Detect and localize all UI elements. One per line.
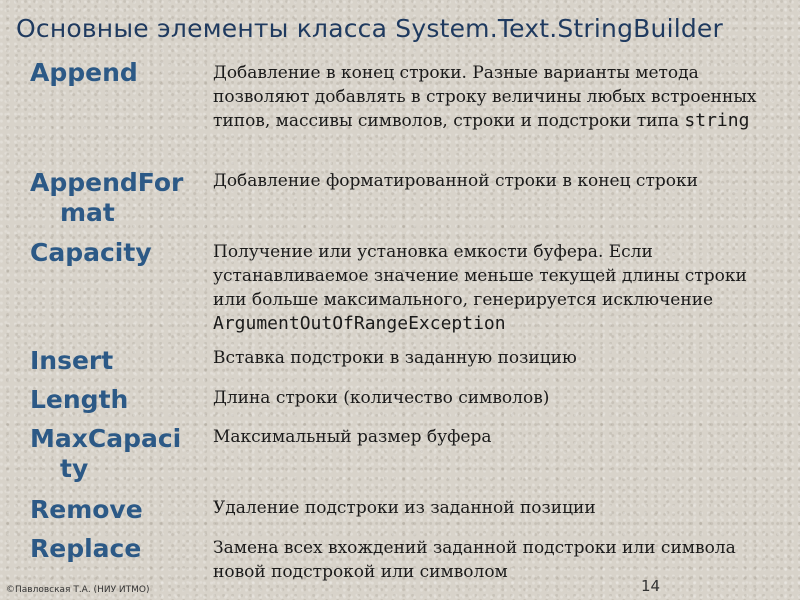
member-name-line: MaxCapaci (30, 424, 182, 453)
member-name-line: ty (60, 454, 89, 483)
footer-credit: ©Павловская Т.А. (НИУ ИТМО) (6, 585, 150, 595)
member-description: Максимальный размер буфера (213, 427, 492, 447)
member-name: Remove (30, 495, 143, 524)
member-name: Append (30, 58, 138, 87)
member-description: Вставка подстроки в заданную позицию (213, 348, 577, 368)
code-text: ArgumentOutOfRangeException (213, 313, 506, 334)
page-number: 14 (641, 577, 661, 595)
member-description: Удаление подстроки из заданной позиции (213, 498, 596, 518)
member-description: Длина строки (количество символов) (213, 388, 550, 408)
member-name: Capacity (30, 238, 152, 267)
slide-title: Основные элементы класса System.Text.StringBuilder (16, 14, 723, 43)
member-name (30, 168, 208, 228)
member-name: Replace (30, 534, 142, 563)
member-name: Insert (30, 346, 114, 375)
member-name (30, 424, 208, 484)
member-description: Добавление форматированной строки в конец строки (213, 171, 698, 191)
member-description (213, 61, 773, 133)
member-name: Length (30, 385, 129, 414)
description-text: Получение или установка емкости буфера. Если устанавливаемое значение меньше текущей длины строки или больше максимального, генерируется исключение (213, 242, 747, 310)
member-name-line: mat (60, 198, 115, 227)
description-text: Добавление в конец строки. Разные варианты метода позволяют добавлять в строку величины любых встроенных типов, массивы символов, строки и подстроки типа (213, 63, 757, 131)
member-description (213, 240, 773, 336)
code-text: string (684, 110, 750, 131)
member-description: Замена всех вхождений заданной подстроки или символа новой подстрокой или символом (213, 538, 736, 582)
member-name-line: AppendFor (30, 168, 184, 197)
